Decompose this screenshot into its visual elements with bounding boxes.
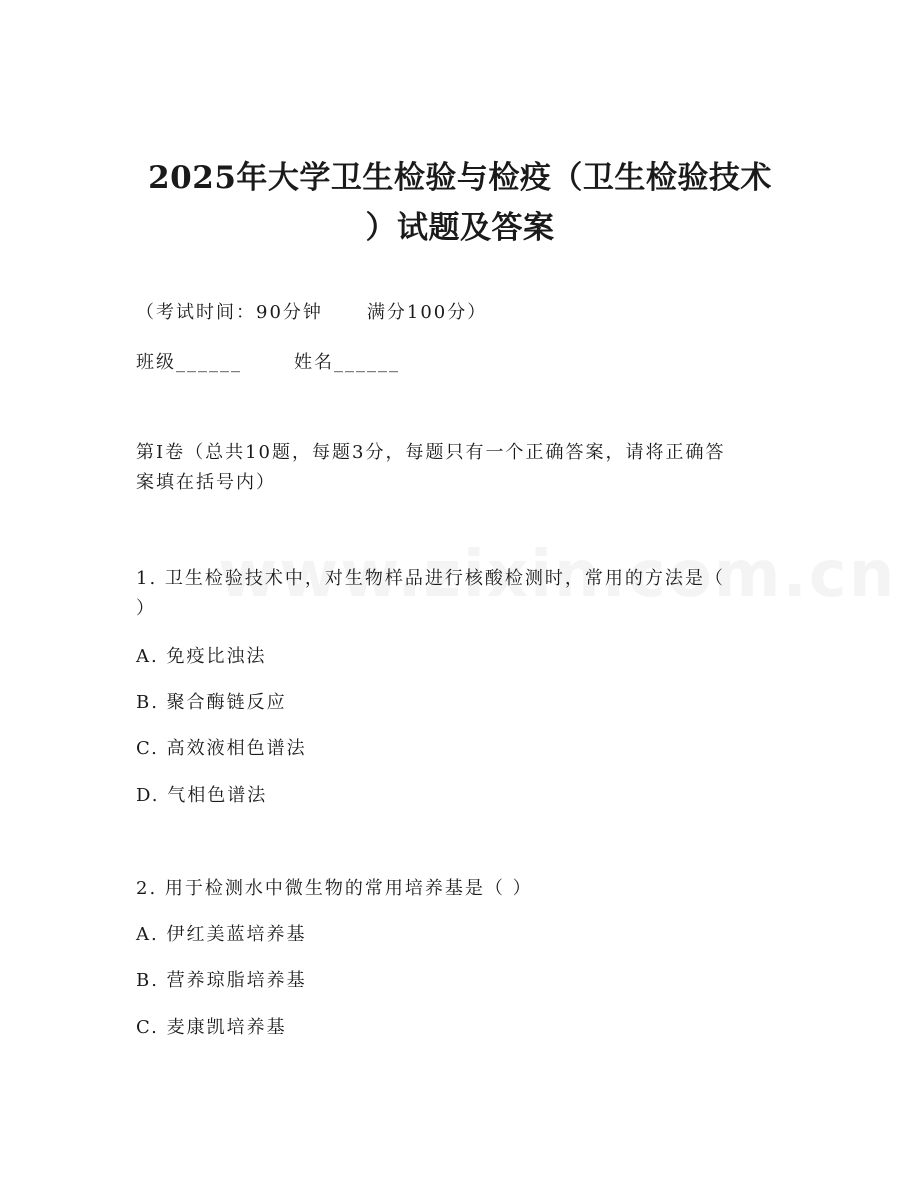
question-1-option-c: C. 高效液相色谱法 <box>136 738 307 759</box>
question-1-stem-line2: ） <box>136 598 156 619</box>
section-header-line2: 案填在括号内） <box>136 472 276 493</box>
class-field: 班级______ <box>136 352 242 373</box>
question-2-stem-line1: 2. 用于检测水中微生物的常用培养基是（ ） <box>136 878 533 899</box>
section-header-line1: 第I卷（总共10题，每题3分，每题只有一个正确答案，请将正确答 <box>136 442 726 463</box>
question-1-stem-line1: 1. 卫生检验技术中，对生物样品进行核酸检测时，常用的方法是（ <box>136 568 725 589</box>
name-field: 姓名______ <box>294 352 400 373</box>
exam-full-score: 满分100分） <box>366 302 488 323</box>
document-title-line2: ）试题及答案 <box>365 210 555 246</box>
question-2-option-c: C. 麦康凯培养基 <box>136 1017 287 1038</box>
question-1-option-b: B. 聚合酶链反应 <box>136 692 287 713</box>
question-1-option-d: D. 气相色谱法 <box>136 785 268 806</box>
question-2-option-a: A. 伊红美蓝培养基 <box>136 924 307 945</box>
question-2-option-b: B. 营养琼脂培养基 <box>136 970 307 991</box>
document-title-line1: 2025年大学卫生检验与检疫（卫生检验技术 <box>148 160 772 196</box>
student-info-line <box>136 350 400 376</box>
exam-time: （考试时间：90分钟 <box>136 302 323 323</box>
exam-info-line <box>136 300 487 326</box>
question-1-option-a: A. 免疫比浊法 <box>136 646 267 667</box>
